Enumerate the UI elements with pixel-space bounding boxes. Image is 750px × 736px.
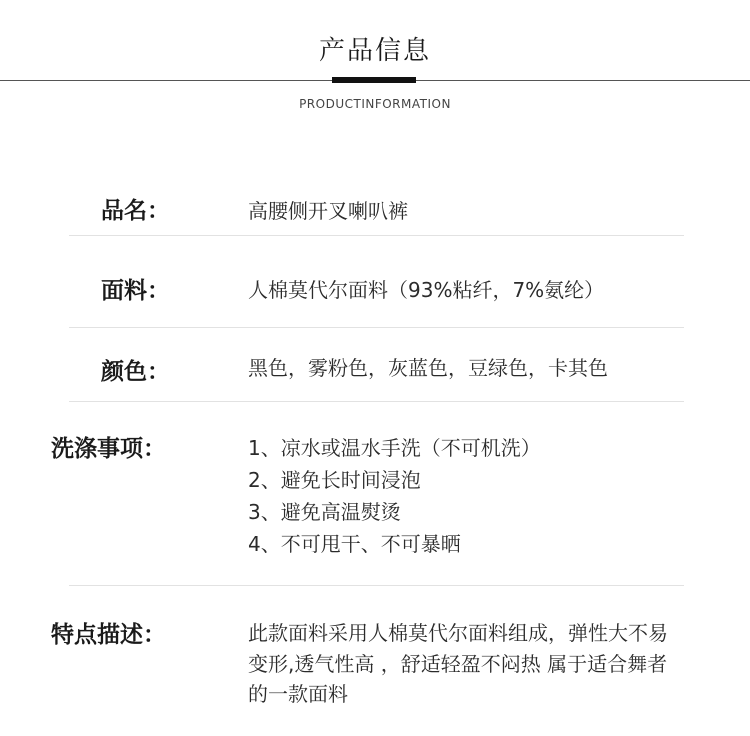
name-value: 高腰侧开叉喇叭裤 <box>248 199 408 223</box>
divider <box>69 327 684 328</box>
fabric-value: 人棉莫代尔面料（93%粘纤，7%氨纶） <box>248 278 605 302</box>
features-line: 变形,透气性高 ，舒适轻盈不闷热 属于适合舞者 <box>248 652 668 676</box>
divider <box>69 401 684 402</box>
care-item: 1、凉水或温水手洗（不可机洗） <box>248 436 541 460</box>
color-value: 黑色，雾粉色，灰蓝色，豆绿色，卡其色 <box>248 356 608 380</box>
divider <box>69 235 684 236</box>
fabric-label: 面料： <box>101 278 170 304</box>
title-accent-bar <box>332 77 416 83</box>
color-label: 颜色： <box>101 359 170 385</box>
divider <box>69 585 684 586</box>
features-label: 特点描述： <box>51 622 166 648</box>
page-subtitle: PRODUCTINFORMATION <box>299 97 451 111</box>
name-label: 品名： <box>101 198 170 224</box>
features-line: 此款面料采用人棉莫代尔面料组成，弹性大不易 <box>248 621 668 645</box>
care-item: 4、不可甩干、不可暴晒 <box>248 532 461 556</box>
features-line: 的一款面料 <box>248 682 348 706</box>
care-item: 3、避免高温熨烫 <box>248 500 401 524</box>
care-label: 洗涤事项： <box>51 436 166 462</box>
page-title: 产品信息 <box>318 36 431 66</box>
care-item: 2、避免长时间浸泡 <box>248 468 421 492</box>
